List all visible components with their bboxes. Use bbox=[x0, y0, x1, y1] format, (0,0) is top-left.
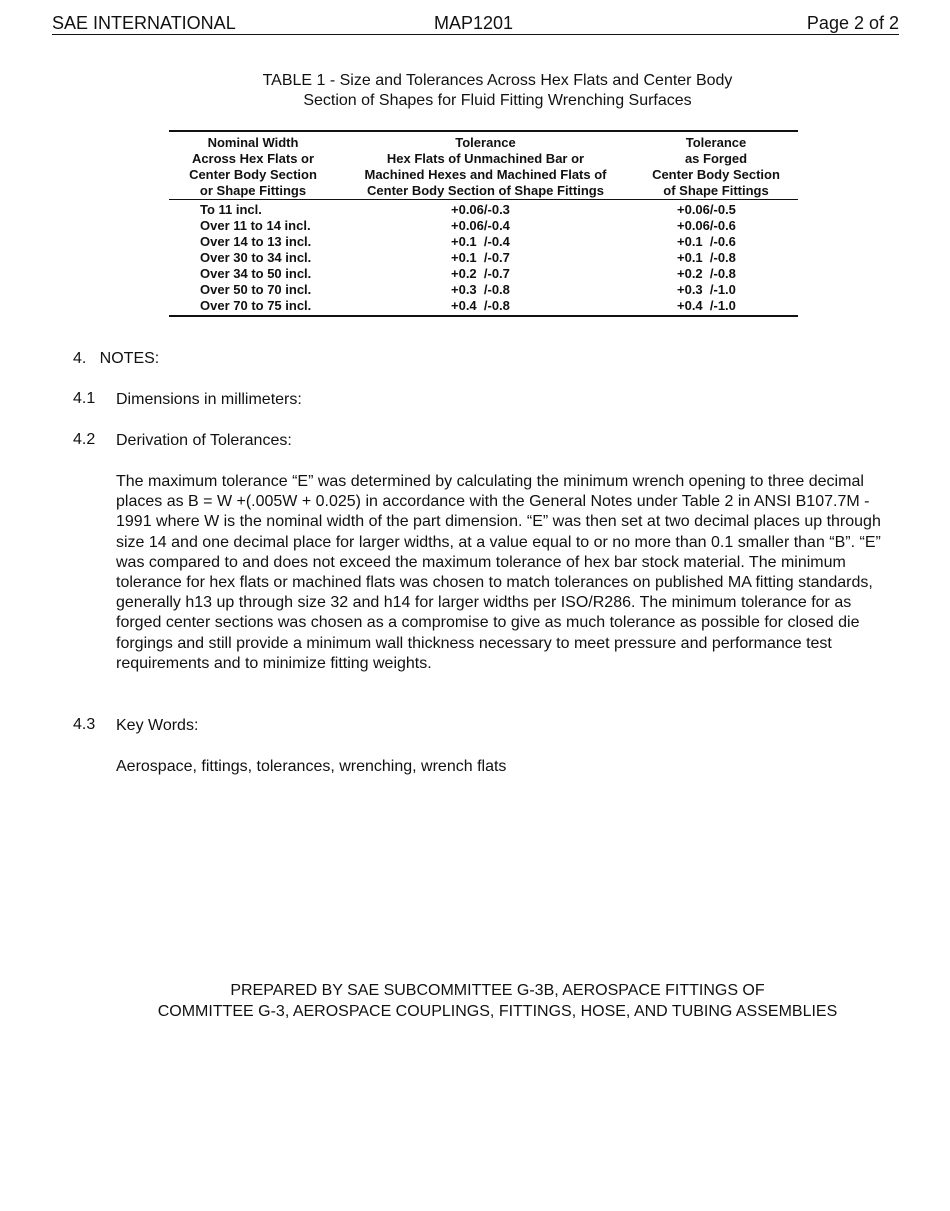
table-row: Over 34 to 50 incl. +0.2 /-0.7 +0.2 /-0.8 bbox=[200, 266, 736, 281]
table-row: Over 50 to 70 incl. +0.3 /-0.8 +0.3 /-1.0 bbox=[200, 282, 736, 297]
header-doc-number: MAP1201 bbox=[434, 13, 514, 33]
table-caption bbox=[0, 71, 950, 111]
table-body bbox=[169, 200, 798, 315]
table-row: To 11 incl. +0.06/-0.3 +0.06/-0.5 bbox=[200, 202, 736, 217]
note-4-1-title: Dimensions in millimeters: bbox=[116, 391, 302, 408]
header-org: SAE INTERNATIONAL bbox=[52, 13, 236, 33]
note-4-2-paragraph: The maximum tolerance “E” was determined by calculating the minimum wrench opening to three decimal places as B = W +(.005W + 0.025) in accordance with the General Notes under Table 2 in ANSI B107.7M - 1991 where W is the nominal width of the part dimension. “E” was then set at two decimal places up through size 14 and one decimal place for larger widths, at a value equal to or no more than 0.1 smaller than “B”. “E” was compared to and does not exceed the maximum tolerance of hex bar stock material. The minimum tolerance for hex flats or machined flats was chosen to match tolerances on published MA fitting standards, generally h13 up through size 32 and h14 for larger widths per ISO/R286. The minimum tolerance for as forged center sections was chosen as a compromise to give as much tolerance as possible for closed die forgings and still provide a minimum wall thickness necessary to meet pressure and performance test requirements and to minimize fitting weights. bbox=[116, 473, 881, 672]
table-caption-line-2: Section of Shapes for Fluid Fitting Wrenching Surfaces bbox=[303, 92, 692, 109]
page-header bbox=[52, 12, 899, 35]
note-4-1-number: 4.1 bbox=[73, 390, 96, 407]
header-page-number: Page 2 of 2 bbox=[806, 13, 899, 33]
footer-line-2: COMMITTEE G-3, AEROSPACE COUPLINGS, FITTINGS, HOSE, AND TUBING ASSEMBLIES bbox=[157, 1002, 838, 1020]
note-4-3-number: 4.3 bbox=[73, 716, 96, 733]
table-row: Over 70 to 75 incl. +0.4 /-0.8 +0.4 /-1.0 bbox=[200, 298, 736, 313]
tolerance-table bbox=[169, 130, 798, 317]
column-header-nominal-width: Nominal Width Across Hex Flats or Center Body Section or Shape Fittings bbox=[189, 135, 317, 198]
footer-line-1: PREPARED BY SAE SUBCOMMITTEE G-3B, AEROSPACE FITTINGS OF bbox=[230, 982, 765, 999]
table-row: Over 11 to 14 incl. +0.06/-0.4 +0.06/-0.6 bbox=[200, 218, 736, 233]
prepared-by-footer bbox=[0, 981, 950, 1022]
table-row: Over 30 to 34 incl. +0.1 /-0.7 +0.1 /-0.8 bbox=[200, 250, 736, 265]
keywords-text: Aerospace, fittings, tolerances, wrenching, wrench flats bbox=[116, 758, 507, 775]
note-4-3-title: Key Words: bbox=[116, 717, 199, 734]
table-header-row bbox=[169, 132, 798, 200]
column-header-tolerance-forged: Tolerance as Forged Center Body Section of Shape Fittings bbox=[652, 135, 780, 198]
column-header-tolerance-hex-flats: Tolerance Hex Flats of Unmachined Bar or Machined Hexes and Machined Flats of Center Body Section of Shape Fittings bbox=[364, 135, 607, 198]
note-4-2-number: 4.2 bbox=[73, 431, 96, 448]
note-4-2-title: Derivation of Tolerances: bbox=[116, 432, 292, 449]
table-caption-line-1: TABLE 1 - Size and Tolerances Across Hex Flats and Center Body bbox=[262, 72, 733, 89]
table-row: Over 14 to 13 incl. +0.1 /-0.4 +0.1 /-0.6 bbox=[200, 234, 736, 249]
notes-heading: 4. NOTES: bbox=[73, 350, 160, 367]
